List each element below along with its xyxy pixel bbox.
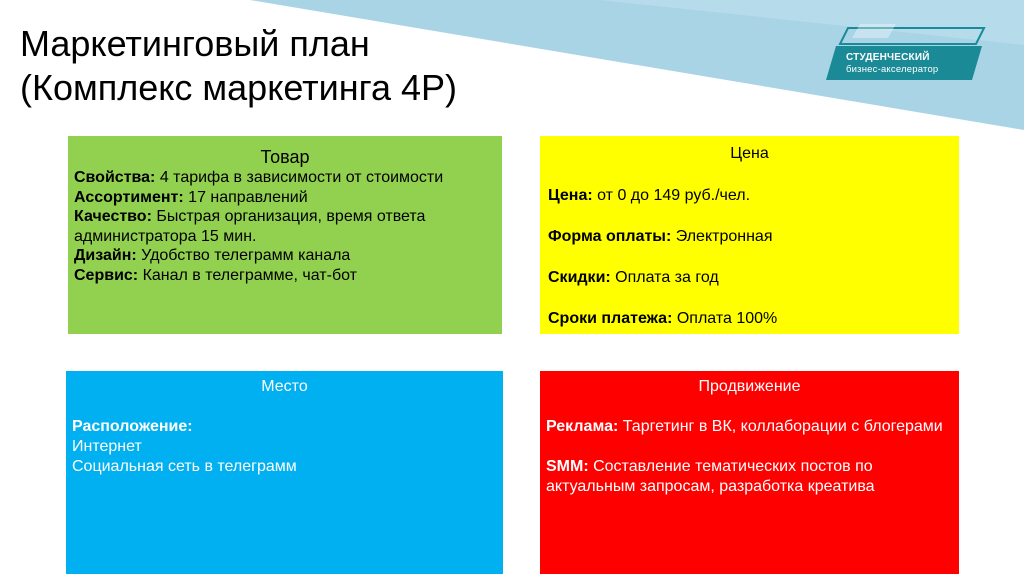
row-label: Реклама:: [546, 418, 619, 435]
row-value: 17 направлений: [183, 188, 308, 206]
product-row: [74, 188, 496, 208]
logo-line-2: бизнес-акселератор: [846, 64, 939, 75]
row-label: Сроки платежа:: [548, 310, 673, 327]
row-value: Таргетинг в ВК, коллаборации с блогерами: [618, 418, 943, 435]
row-value: Удобство телеграмм канала: [136, 247, 351, 264]
row-label: Форма оплаты:: [548, 228, 672, 245]
place-label: Расположение:: [72, 418, 193, 435]
price-row: [548, 309, 951, 329]
row-value: Электронная: [671, 228, 773, 245]
price-box: [540, 136, 959, 334]
place-line: Социальная сеть в телеграмм: [72, 458, 297, 475]
promotion-row: [546, 417, 953, 437]
price-row: [548, 186, 951, 206]
row-value: Оплата за год: [610, 269, 719, 286]
price-row: [548, 268, 951, 288]
row-label: Качество:: [74, 208, 152, 225]
row-label: SMM:: [546, 458, 589, 475]
product-heading: Товар: [260, 147, 310, 167]
product-row: [74, 246, 496, 266]
product-row: [74, 168, 496, 188]
row-value: Оплата 100%: [672, 310, 778, 327]
place-box: [66, 371, 503, 574]
row-value: Быстрая организация, время ответа администратора 15 мин.: [74, 208, 426, 245]
page-title: [20, 22, 580, 110]
row-label: Свойства:: [74, 169, 156, 186]
row-label: Сервис:: [74, 266, 139, 284]
row-label: Скидки:: [548, 269, 611, 286]
price-row: [548, 227, 951, 247]
row-value: Канал в телеграмме, чат-бот: [138, 266, 357, 284]
row-value: Составление тематических постов по актуальным запросам, разработка креатива: [546, 458, 875, 495]
place-line: Интернет: [72, 438, 142, 455]
promotion-box: [540, 371, 959, 574]
product-row: [74, 207, 496, 246]
title-line-1: Маркетинговый план: [20, 23, 370, 64]
title-line-2: (Комплекс маркетинга 4Р): [20, 67, 458, 108]
row-label: Цена:: [548, 187, 593, 204]
promotion-heading: Продвижение: [698, 378, 801, 395]
row-label: Ассортимент:: [74, 188, 184, 206]
row-value: от 0 до 149 руб./чел.: [592, 187, 751, 204]
row-value: 4 тарифа в зависимости от стоимости: [155, 169, 444, 186]
promotion-row: [546, 457, 953, 497]
student-accelerator-logo: [826, 24, 986, 86]
logo-line-1: СТУДЕНЧЕСКИЙ: [846, 52, 930, 63]
row-label: Дизайн:: [74, 247, 137, 264]
price-heading: Цена: [730, 145, 769, 162]
place-heading: Место: [261, 378, 308, 395]
product-row: [74, 266, 496, 286]
product-box: [68, 136, 502, 334]
